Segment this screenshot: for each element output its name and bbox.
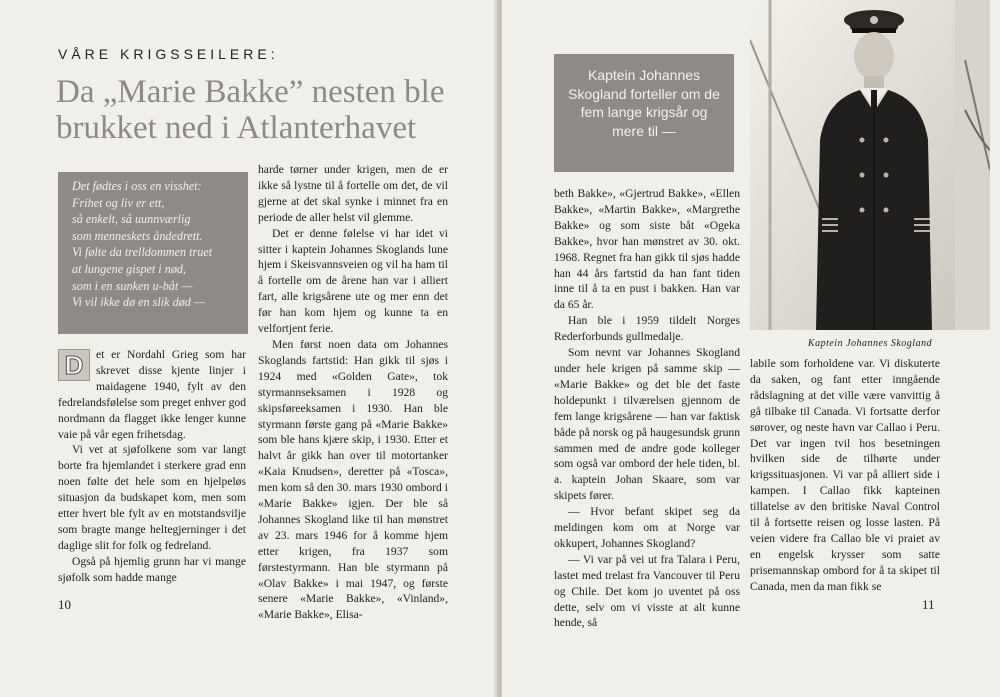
- photo-caption: Kaptein Johannes Skogland: [807, 338, 933, 349]
- paragraph: — Hvor befant skipet seg da meldingen kom om at Norge var okkupert, Johannes Skogland?: [554, 505, 740, 550]
- right-page: [502, 0, 1000, 697]
- poem-line: Frihet og liv er ett,: [72, 195, 165, 210]
- page-number-left: 10: [58, 597, 71, 612]
- paragraph: Også på hjemlig grunn har vi mange sjøfolk som hadde mange: [58, 554, 246, 584]
- paragraph: harde tørner under krigen, men de er ikke så lystne til å fortelle om det, de vil gjerne at det skal synke i minnet fra en periode de aller helst vil glemme.: [258, 163, 448, 224]
- paragraph: et er Nordahl Grieg som har skrevet disse kjente linjer i maidagene 1940, fylt av den fedrelandsfølelse som preget enhver god nordmann da flagget ikke lenger kunne vaie på vår egen frihetsdag.: [58, 348, 247, 441]
- page-number-right: 11: [922, 597, 935, 612]
- poem-line: Det fødtes i oss en visshet:: [72, 179, 202, 193]
- poem-line: som i en sunken u-båt —: [72, 278, 193, 293]
- body-column-3: [554, 186, 740, 631]
- poem-line: Vi vil ikke dø en slik død —: [72, 295, 205, 310]
- body-column-1: [58, 347, 246, 586]
- body-column-4: [750, 356, 940, 595]
- body-column-2: [258, 162, 448, 623]
- poem-box: [58, 172, 248, 334]
- paragraph: Vi vet at sjøfolkene som var langt borte fra hjemlandet i sterkere grad enn noen følte det hele som en hjelpeløs situasjon da budskapet kom, men som etter hvert ble fylt av en motstandsvilje som bragte mange heltegjerninger i det daglige slit for folk og fedreland.: [58, 443, 246, 552]
- captain-portrait-illustration: [750, 0, 990, 330]
- left-page: [0, 0, 498, 697]
- paragraph: beth Bakke», «Gjertrud Bakke», «Ellen Bakke», «Martin Bakke», «Margrethe Bakke» og som siste båt «Ogeka Bakke», hvor han mønstret av 30. okt. 1968. Regnet fra han gikk til sjøs hadde han 44 års fartstid da han fant tiden inne til å ta en pust i bakken. Han var da 65 år.: [554, 187, 740, 312]
- paragraph: Men først noen data om Johannes Skoglands fartstid: Han gikk til sjøs i 1924 med «Golden Gate», tok styrmannseksamen i 1928 og skipsføreeksamen i 1930. Han ble styrmann første gang på «Marie Bakke» som ble hans kjære skip, i 1930. Etter et halvt år gikk han over til motortanker «Kaia Knudsen», deretter på «Tosca», men kom så den 30. mars 1930 ombord i «Marie Bakke» igjen. Der ble så Johannes Skogland like til han mønstret av 23. mars 1946 for å komme hjem etter krigen, fra 1937 som førstestyrmann. Han ble styrmann på «Olav Bakke» i mai 1947, og første senere «Marie Bakke», «Vinland», «Marie Bakke», Elisa-: [258, 337, 448, 622]
- paragraph: — Vi var på vei ut fra Talara i Peru, lastet med trelast fra Vancouver til Peru og Chile. Det kom jo uventet på oss dette, selv om vi visste at alt kunne hende, så: [554, 552, 740, 630]
- article-headline: Da „Marie Bakke” nesten ble brukket ned i Atlanterhavet: [56, 74, 445, 146]
- poem-line: så enkelt, så uunnværlig: [72, 212, 191, 227]
- drop-cap-letter: D: [64, 350, 84, 380]
- section-kicker: VÅRE KRIGSSEILERE:: [58, 46, 279, 62]
- pull-quote-box: Kaptein Johannes Skogland forteller om de fem lange krigsår og mere til —: [554, 54, 734, 172]
- poem-line: at lungene gispet i nød,: [72, 261, 187, 276]
- captain-portrait-photo: [750, 0, 990, 330]
- poem-line: Vi følte da trelldommen truet: [72, 245, 213, 260]
- paragraph: Det er denne følelse vi har idet vi sitter i kaptein Johannes Skoglands lune hjem i Skeisvannsveien og vil ha ham til å fortelle om de årene han var i alliert fart, alle krigsårene ute og mer enn det før han kom hjem og kunne ta en velfortjent ferie.: [258, 226, 448, 336]
- drop-cap: [58, 349, 90, 381]
- paragraph: labile som forholdene var. Vi diskuterte da saken, og fant etter inngående rådslagning at det ville være vanvittig å gå tilbake til Canada. Vi fortsatte derfor sørover, og neste havn var Callao i Peru. Det var ingen tvil hos besetningen hvilken side de tilhørte under krigssituasjonen. Vi var på alliert side i kampen. I Callao fikk kapteinen tillatelse av den britiske Naval Control til å fortsette reisen og losse lasten. På veien videre fra Callao ble vi praiet av en engelsk krysser som satte prisemannskap ombord for å ta skipet til Canada, men da man fikk se: [750, 357, 940, 593]
- paragraph: Som nevnt var Johannes Skogland under hele krigen på samme skip — «Marie Bakke» og det ble det faste holdepunkt i tilværelsen gjennom de fem lange krigsårene — han var faktisk både på norsk og på haugesundsk grunn sammen med de andre gode kolleger som også var ombord der hele tiden, bl. a. kaptein Johan Skaare, som var skipets fører.: [554, 346, 740, 503]
- paragraph: Han ble i 1959 tildelt Norges Rederforbunds gullmedalje.: [554, 314, 740, 344]
- poem-line: som menneskets åndedrett.: [72, 228, 203, 243]
